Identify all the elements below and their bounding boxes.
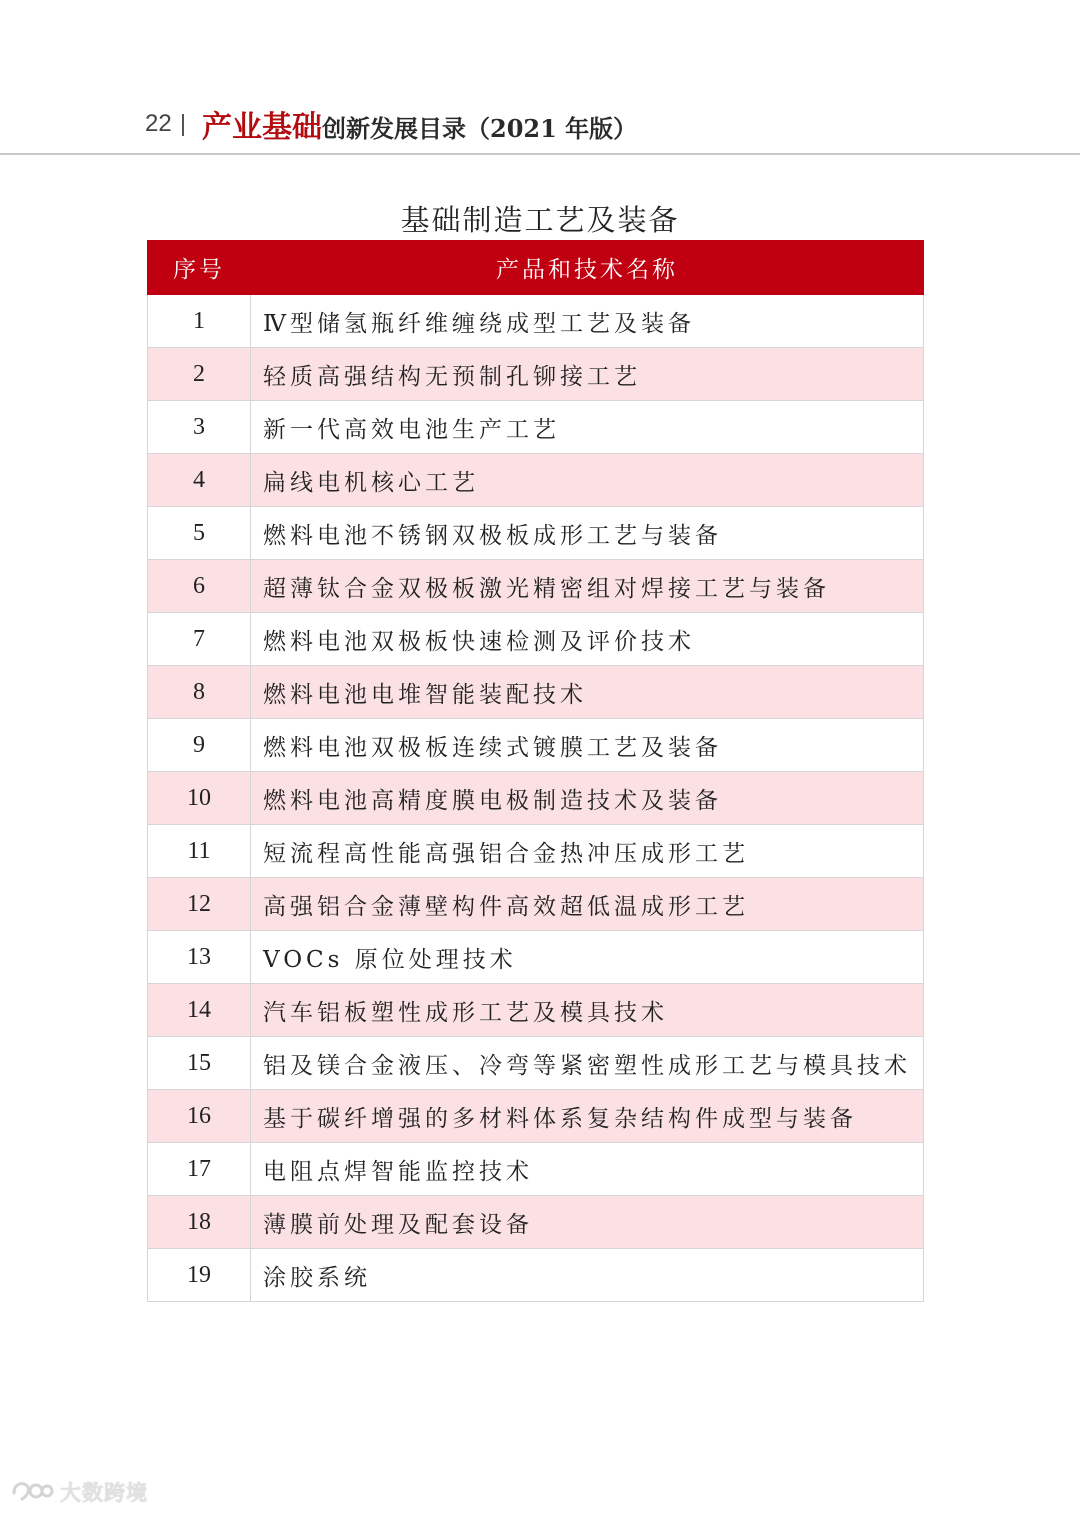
row-number: 4 — [148, 454, 251, 507]
row-name: 铝及镁合金液压、冷弯等紧密塑性成形工艺与模具技术 — [251, 1037, 924, 1090]
row-number: 10 — [148, 772, 251, 825]
header-separator — [182, 114, 184, 136]
table-row — [148, 931, 924, 984]
table-row — [148, 1143, 924, 1196]
row-number: 1 — [148, 295, 251, 348]
row-number: 2 — [148, 348, 251, 401]
row-name: 燃料电池双极板连续式镀膜工艺及装备 — [251, 719, 924, 772]
row-name: 短流程高性能高强铝合金热冲压成形工艺 — [251, 825, 924, 878]
row-number: 9 — [148, 719, 251, 772]
column-header-number: 序号 — [148, 241, 251, 295]
row-name: 超薄钛合金双极板激光精密组对焊接工艺与装备 — [251, 560, 924, 613]
row-name: 涂胶系统 — [251, 1249, 924, 1302]
row-name: 燃料电池高精度膜电极制造技术及装备 — [251, 772, 924, 825]
watermark — [10, 1474, 148, 1510]
header-divider — [0, 153, 1080, 155]
section-title: 基础制造工艺及装备 — [400, 203, 680, 237]
row-name: 基于碳纤增强的多材料体系复杂结构件成型与装备 — [251, 1090, 924, 1143]
row-name: VOCs 原位处理技术 — [251, 931, 924, 984]
column-header-name: 产品和技术名称 — [251, 241, 924, 295]
book-title — [202, 102, 637, 146]
table-row — [148, 348, 924, 401]
table-row — [148, 454, 924, 507]
row-name: 汽车铝板塑性成形工艺及模具技术 — [251, 984, 924, 1037]
row-name: 燃料电池电堆智能装配技术 — [251, 666, 924, 719]
row-number: 16 — [148, 1090, 251, 1143]
page-number: 22 — [145, 110, 172, 137]
row-number: 3 — [148, 401, 251, 454]
table-row — [148, 1196, 924, 1249]
table-row — [148, 1249, 924, 1302]
page-header — [0, 96, 1080, 156]
table-row — [148, 666, 924, 719]
table-row — [148, 719, 924, 772]
row-number: 8 — [148, 666, 251, 719]
brand-logo-icon — [10, 1477, 54, 1507]
row-name: 燃料电池不锈钢双极板成形工艺与装备 — [251, 507, 924, 560]
table-row — [148, 560, 924, 613]
row-number: 6 — [148, 560, 251, 613]
table-row — [148, 878, 924, 931]
row-name: 轻质高强结构无预制孔铆接工艺 — [251, 348, 924, 401]
row-name: 电阻点焊智能监控技术 — [251, 1143, 924, 1196]
row-number: 18 — [148, 1196, 251, 1249]
table-row — [148, 1037, 924, 1090]
table-row — [148, 613, 924, 666]
row-number: 11 — [148, 825, 251, 878]
row-number: 13 — [148, 931, 251, 984]
row-name: 扁线电机核心工艺 — [251, 454, 924, 507]
product-table — [147, 240, 924, 1302]
table-row — [148, 825, 924, 878]
table-row — [148, 1090, 924, 1143]
row-name: 薄膜前处理及配套设备 — [251, 1196, 924, 1249]
row-number: 12 — [148, 878, 251, 931]
watermark-text: 大数跨境 — [60, 1481, 148, 1505]
book-title-rest: 创新发展目录（2021 年版） — [322, 114, 638, 143]
table-row — [148, 772, 924, 825]
table-row — [148, 507, 924, 560]
row-number: 15 — [148, 1037, 251, 1090]
row-number: 5 — [148, 507, 251, 560]
row-number: 14 — [148, 984, 251, 1037]
row-number: 17 — [148, 1143, 251, 1196]
row-name: 燃料电池双极板快速检测及评价技术 — [251, 613, 924, 666]
row-number: 19 — [148, 1249, 251, 1302]
table-row — [148, 401, 924, 454]
row-number: 7 — [148, 613, 251, 666]
table-header-row — [148, 241, 924, 295]
table-row — [148, 984, 924, 1037]
row-name: 高强铝合金薄壁构件高效超低温成形工艺 — [251, 878, 924, 931]
book-title-highlight: 产业基础 — [202, 110, 322, 145]
row-name: Ⅳ型储氢瓶纤维缠绕成型工艺及装备 — [251, 295, 924, 348]
table-row — [148, 295, 924, 348]
row-name: 新一代高效电池生产工艺 — [251, 401, 924, 454]
